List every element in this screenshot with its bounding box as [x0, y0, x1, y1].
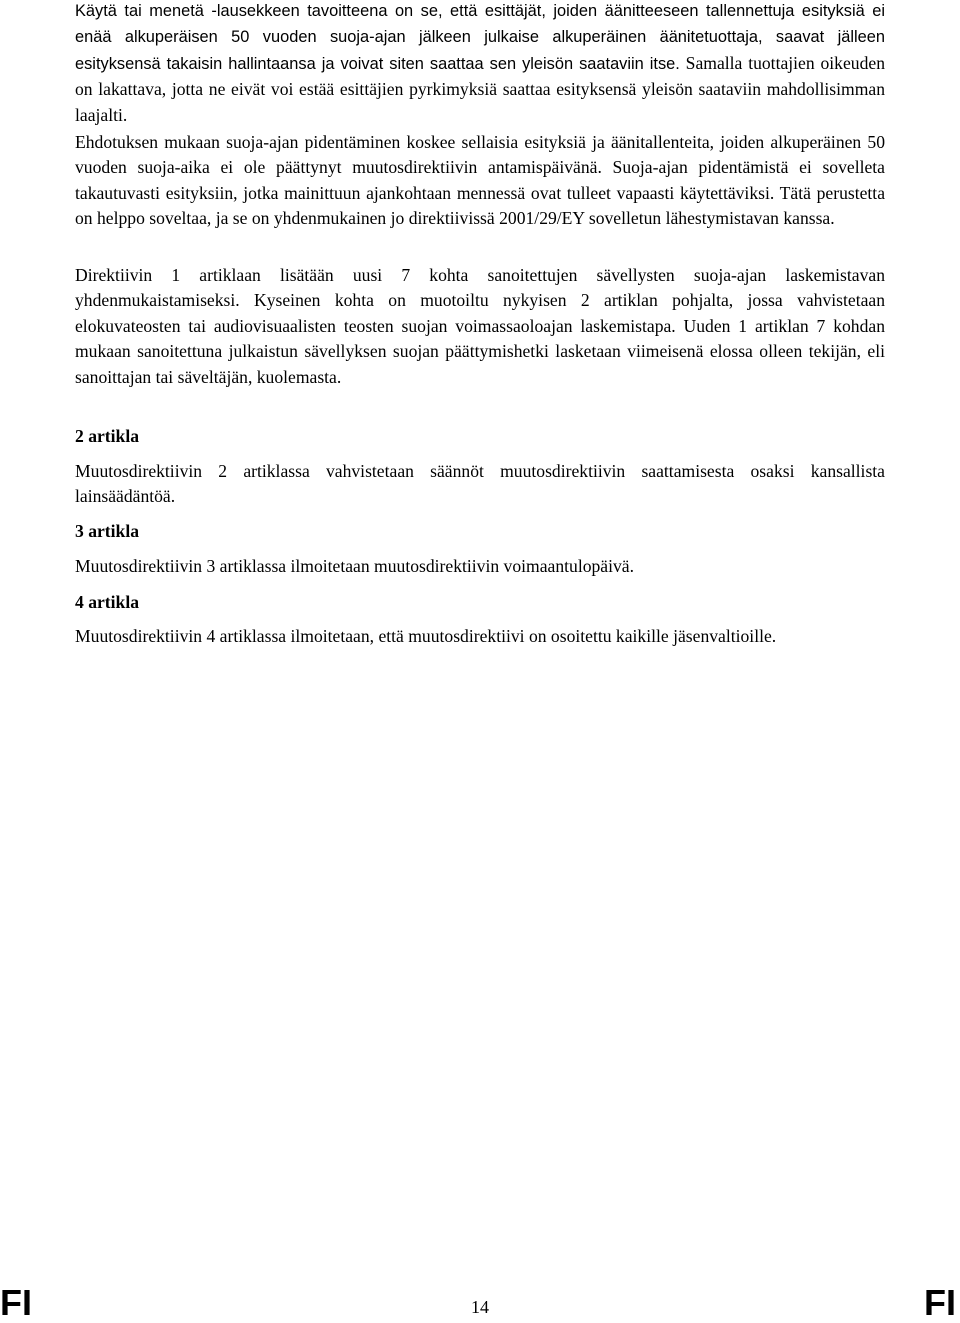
- paragraph-article-2: Muutosdirektiivin 2 artiklassa vahvistetaan säännöt muutosdirektiivin saattamisesta osaksi kansallista lainsäädäntöä.: [75, 461, 885, 507]
- heading-article-2: 2 artikla: [75, 426, 140, 446]
- paragraph-article-3: Muutosdirektiivin 3 artiklassa ilmoitetaan muutosdirektiivin voimaantulopäivä.: [75, 556, 634, 576]
- footer-language-left: FI: [0, 1282, 32, 1323]
- heading-article-4: 4 artikla: [75, 592, 140, 612]
- paragraph-article-4: Muutosdirektiivin 4 artiklassa ilmoitetaan, että muutosdirektiivi on osoitettu kaikille jäsenvaltioille.: [75, 626, 777, 646]
- paragraph-text-continued: Samalla tuottajien oikeuden on lakattava, jotta ne eivät voi estää esittäjien pyrkimyksiä saattaa esityksensä yleisön saataviin mahdollisimman laajalti.: [75, 52, 885, 125]
- paragraph-use-it-or-lose-it: [75, 0, 885, 128]
- paragraph-term-extension: Ehdotuksen mukaan suoja-ajan pidentäminen koskee sellaisia esityksiä ja äänitallenteita, joiden alkuperäinen 50 vuoden suoja-aika ei ole päättynyt muutosdirektiivin antamispäivänä. Suoja-ajan pidentämistä ei sovelleta takautuvasti esityksiin, jotka mainittuun ajankohtaan mennessä ovat tulleet vapaasti käytettäviksi. Tätä perustetta on helppo soveltaa, ja se on yhdenmukainen jo direktiivissä 2001/29/EY sovelletun lähestymistavan kanssa.: [75, 132, 885, 229]
- footer-language-right: FI: [924, 1282, 956, 1323]
- paragraph-article-1-point-7: Direktiivin 1 artiklaan lisätään uusi 7 kohta sanoitettujen sävellysten suoja-ajan laskemistavan yhdenmukaistamiseksi. Kyseinen kohta on muotoiltu nykyisen 2 artiklan pohjalta, jossa vahvistetaan elokuvateosten tai audiovisuaalisten teosten suojan voimassaoloajan laskemistapa. Uuden 1 artiklan 7 kohdan mukaan sanoitettuna julkaistun sävellyksen suojan päättymishetki lasketaan viimeisenä elossa olleen tekijän, eli sanoittajan tai säveltäjän, kuolemasta.: [75, 265, 885, 387]
- page-number: 14: [471, 1297, 489, 1317]
- paragraph-text: Käytä tai menetä -lausekkeen tavoitteena on se, että esittäjät, joiden äänitteeseen tallennettuja esityksiä ei enää alkuperäisen 50 vuoden suoja-ajan jälkeen julkaise alkuperäinen äänitetuottaja, saavat jälleen esityksensä takaisin hallintaansa ja voivat siten saattaa sen yleisön saataviin itse.: [75, 2, 885, 73]
- heading-article-3: 3 artikla: [75, 521, 140, 541]
